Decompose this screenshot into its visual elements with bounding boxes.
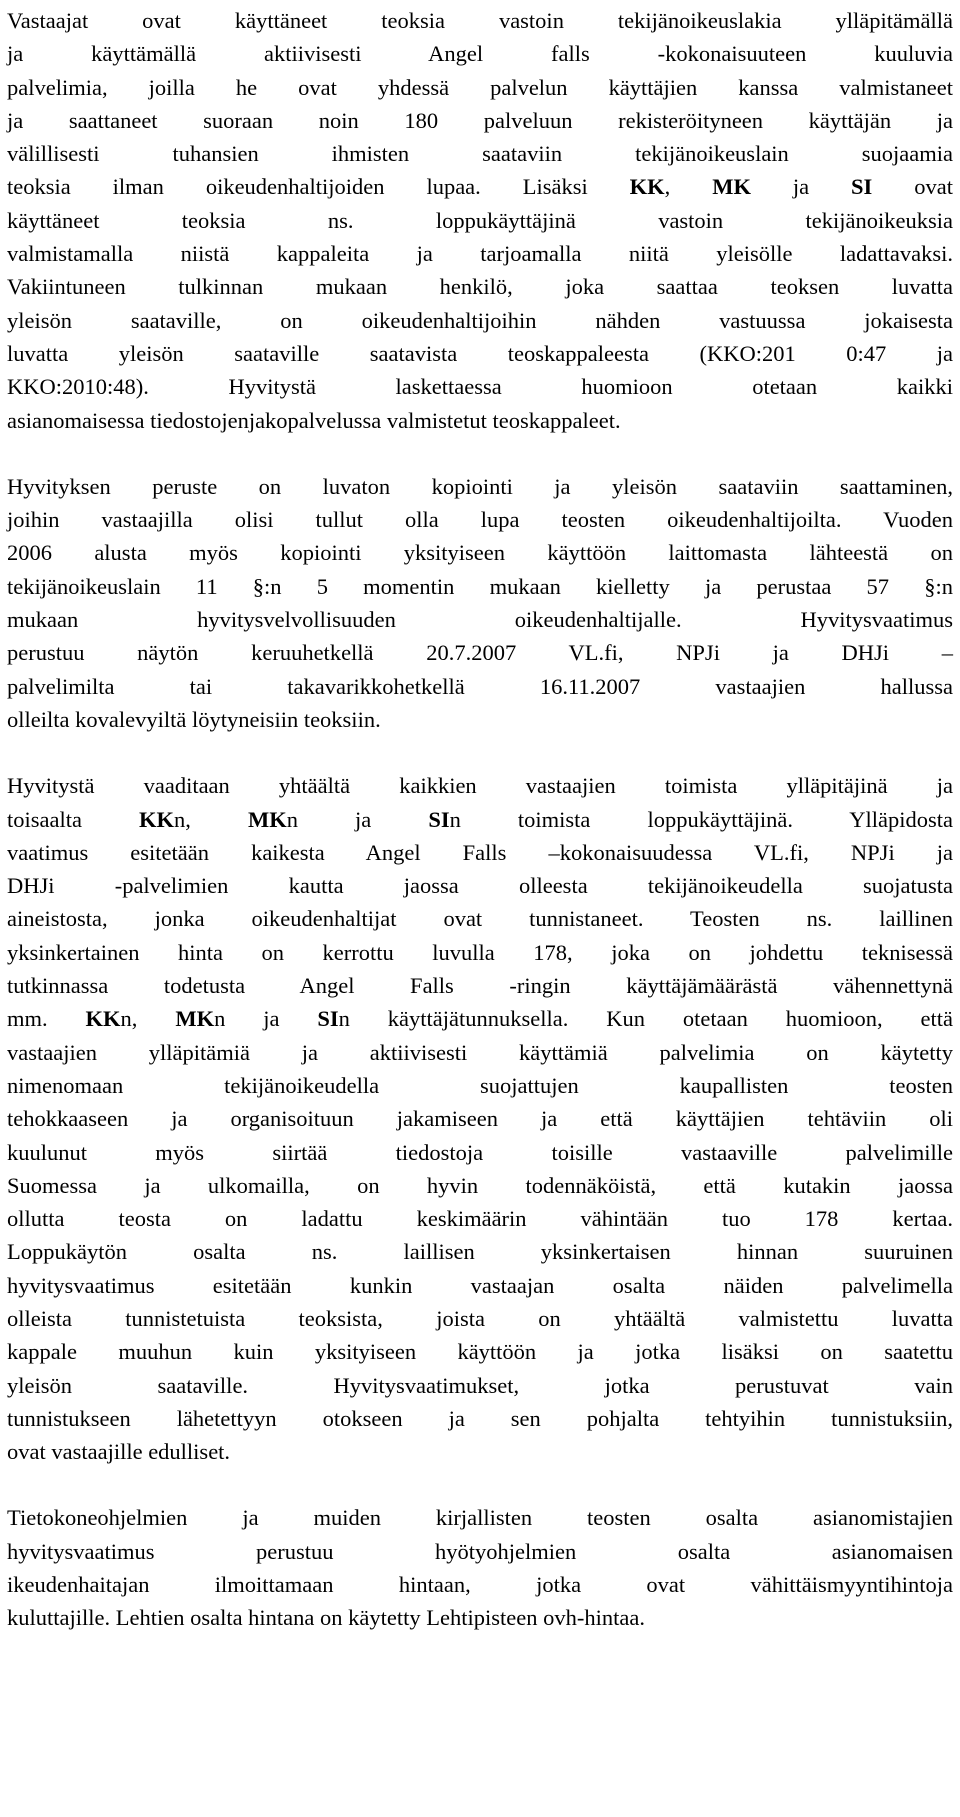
text-line: luvatta yleisön saataville saatavista teoskappaleesta (KKO:201 0:47 ja bbox=[7, 340, 953, 366]
text-line: ollutta teosta on ladattu keskimäärin vähintään tuo 178 kertaa. bbox=[7, 1206, 953, 1232]
text-line: tekijänoikeuslain 11 §:n 5 momentin mukaan kielletty ja perustaa 57 §:n bbox=[7, 573, 953, 599]
text-line: yksinkertainen hinta on kerrottu luvulla 178, joka on johdettu teknisessä bbox=[7, 939, 953, 965]
bold-initials: SI bbox=[851, 174, 873, 200]
text-line: tunnistukseen lähetettyyn otokseen ja sen pohjalta tehtyihin tunnistuksiin, bbox=[7, 1405, 953, 1431]
text-line: valmistamalla niistä kappaleita ja tarjoamalla niitä yleisölle ladattavaksi. bbox=[7, 241, 953, 267]
text-line: hyvitysvaatimus perustuu hyötyohjelmien osalta asianomaisen bbox=[7, 1538, 953, 1564]
paragraph bbox=[7, 470, 953, 736]
paragraph-gap bbox=[7, 736, 953, 769]
text-line: ja saattaneet suoraan noin 180 palveluun rekisteröityneen käyttäjän ja bbox=[7, 107, 953, 133]
bold-initials: KK bbox=[139, 806, 175, 832]
text-line: Vastaajat ovat käyttäneet teoksia vastoin tekijänoikeuslakia ylläpitämällä bbox=[7, 8, 953, 33]
text-line: joihin vastaajilla olisi tullut olla lupa teosten oikeudenhaltijoilta. Vuoden bbox=[7, 507, 953, 533]
paragraph-gap bbox=[7, 437, 953, 470]
text-line: perustuu näytön keruuhetkellä 20.7.2007 VL.fi, NPJi ja DHJi – bbox=[7, 640, 953, 666]
bold-initials: SI bbox=[428, 806, 450, 832]
text-line: tutkinnassa todetusta Angel Falls -ringin käyttäjämäärästä vähennettynä bbox=[7, 973, 953, 999]
text-line: yleisön saataville. Hyvitysvaatimukset, jotka perustuvat vain bbox=[7, 1372, 953, 1398]
paragraph bbox=[7, 4, 953, 437]
bold-initials: MK bbox=[247, 806, 287, 832]
text-line: KKO:2010:48). Hyvitystä laskettaessa huomioon otetaan kaikki bbox=[7, 374, 953, 400]
text-line: hyvitysvaatimus esitetään kunkin vastaajan osalta näiden palvelimella bbox=[7, 1272, 953, 1298]
text-line: asianomaisessa tiedostojenjakopalvelussa valmistetut teoskappaleet. bbox=[7, 407, 621, 433]
text-line: mukaan hyvitysvelvollisuuden oikeudenhaltijalle. Hyvitysvaatimus bbox=[7, 607, 953, 633]
text-line: ja käyttämällä aktiivisesti Angel falls -kokonaisuuteen kuuluvia bbox=[7, 41, 953, 67]
text-line: DHJi -palvelimien kautta jaossa olleesta tekijänoikeudella suojatusta bbox=[7, 873, 953, 899]
text-line: kuulunut myös siirtää tiedostoja toisille vastaaville palvelimille bbox=[7, 1139, 953, 1165]
bold-initials: KK bbox=[629, 174, 665, 200]
text-line: tehokkaaseen ja organisoituun jakamiseen ja että käyttäjien tehtäviin oli bbox=[7, 1106, 953, 1132]
text-line: ovat vastaajille edulliset. bbox=[7, 1439, 231, 1465]
text-line: teoksia ilman oikeudenhaltijoiden lupaa. Lisäksi KK, MK ja SI ovat bbox=[7, 174, 953, 200]
text-line: ikeudenhaitajan ilmoittamaan hintaan, jotka ovat vähittäismyyntihintoja bbox=[7, 1572, 953, 1598]
paragraph bbox=[7, 769, 953, 1468]
text-line: olleista tunnistetuista teoksista, joista on yhtäältä valmistettu luvatta bbox=[7, 1305, 953, 1331]
text-line: Suomessa ja ulkomailla, on hyvin todennäköistä, että kutakin jaossa bbox=[7, 1172, 953, 1198]
text-line: vaatimus esitetään kaikesta Angel Falls –kokonaisuudessa VL.fi, NPJi ja bbox=[7, 839, 953, 865]
text-line: Hyvitystä vaaditaan yhtäältä kaikkien vastaajien toimista ylläpitäjinä ja bbox=[7, 773, 953, 799]
text-line: olleilta kovalevyiltä löytyneisiin teoksiin. bbox=[7, 706, 381, 732]
bold-initials: SI bbox=[317, 1006, 339, 1032]
document-body bbox=[7, 4, 953, 1635]
text-line: vastaajien ylläpitämiä ja aktiivisesti käyttämiä palvelimia on käytetty bbox=[7, 1039, 953, 1065]
text-line: mm. KKn, MKn ja SIn käyttäjätunnuksella. Kun otetaan huomioon, että bbox=[7, 1006, 953, 1032]
text-line: kuluttajille. Lehtien osalta hintana on käytetty Lehtipisteen ovh-hintaa. bbox=[7, 1605, 645, 1631]
text-line: Loppukäytön osalta ns. laillisen yksinkertaisen hinnan suuruinen bbox=[7, 1239, 953, 1265]
text-line: nimenomaan tekijänoikeudella suojattujen kaupallisten teosten bbox=[7, 1072, 953, 1098]
text-line: Tietokoneohjelmien ja muiden kirjallisten teosten osalta asianomistajien bbox=[7, 1505, 953, 1531]
paragraph bbox=[7, 1501, 953, 1634]
text-line: käyttäneet teoksia ns. loppukäyttäjinä vastoin tekijänoikeuksia bbox=[7, 207, 953, 233]
text-line: palvelimilta tai takavarikkohetkellä 16.11.2007 vastaajien hallussa bbox=[7, 673, 953, 699]
bold-initials: KK bbox=[85, 1006, 121, 1032]
text-line: kappale muuhun kuin yksityiseen käyttöön ja jotka lisäksi on saatettu bbox=[7, 1339, 953, 1365]
text-line: 2006 alusta myös kopiointi yksityiseen käyttöön laittomasta lähteestä on bbox=[7, 540, 953, 566]
bold-initials: MK bbox=[712, 174, 751, 200]
text-line: yleisön saataville, on oikeudenhaltijoihin nähden vastuussa jokaisesta bbox=[7, 307, 953, 333]
text-line: aineistosta, jonka oikeudenhaltijat ovat tunnistaneet. Teosten ns. laillinen bbox=[7, 906, 953, 932]
text-line: Vakiintuneen tulkinnan mukaan henkilö, joka saattaa teoksen luvatta bbox=[7, 274, 953, 300]
text-line: toisaalta KKn, MKn ja SIn toimista loppukäyttäjinä. Ylläpidosta bbox=[7, 806, 953, 832]
text-line: välillisesti tuhansien ihmisten saataviin tekijänoikeuslain suojaamia bbox=[7, 141, 953, 167]
text-line: palvelimia, joilla he ovat yhdessä palvelun käyttäjien kanssa valmistaneet bbox=[7, 74, 953, 100]
paragraph-gap bbox=[7, 1468, 953, 1501]
bold-initials: MK bbox=[175, 1006, 215, 1032]
text-line: Hyvityksen peruste on luvaton kopiointi ja yleisön saataviin saattaminen, bbox=[7, 473, 953, 499]
